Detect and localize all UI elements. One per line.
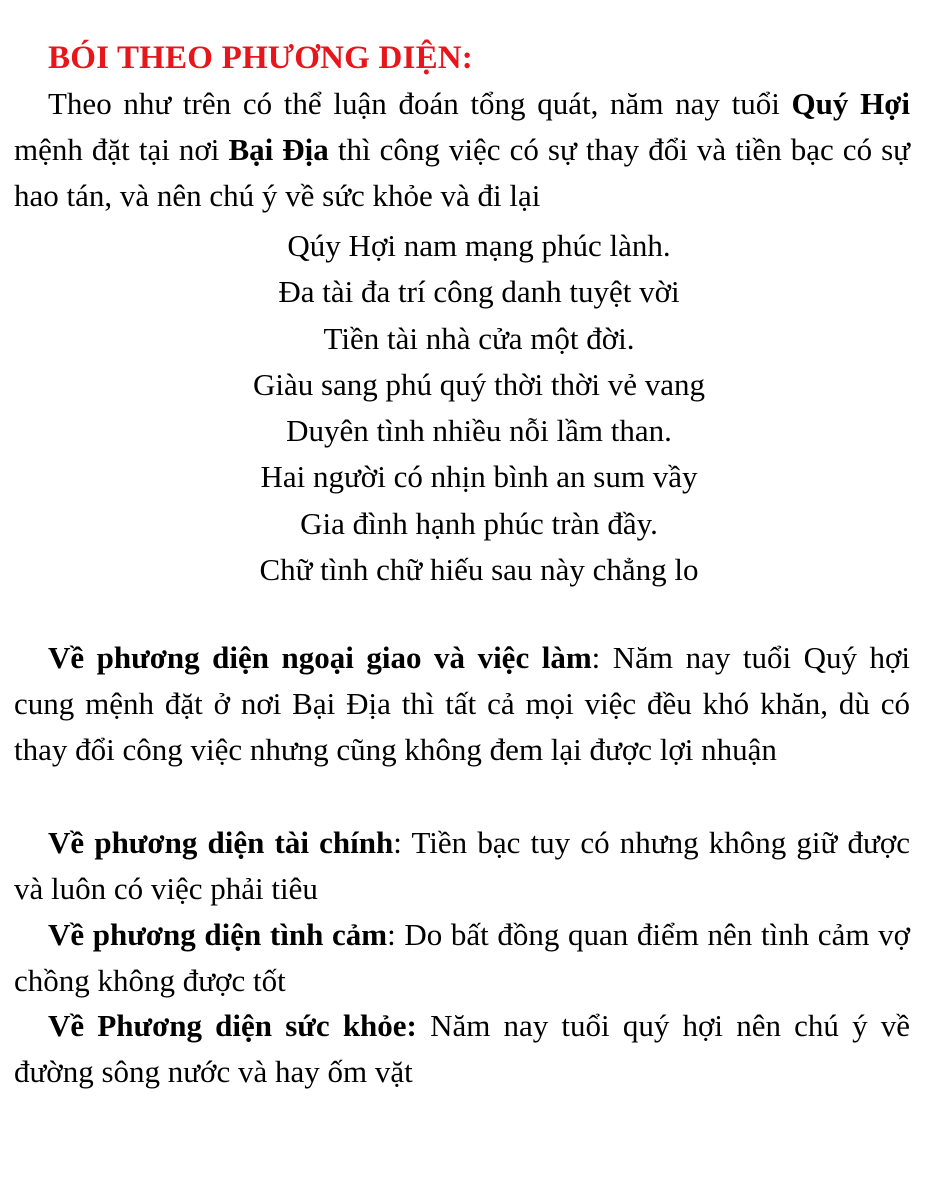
section-title: Về Phương diện sức khỏe: — [48, 1008, 417, 1043]
section-body: : Năm nay tuổi Quý hợi cung mệnh đặt ở nơi Bại Địa thì tất cả mọi việc đều khó khăn, dù có thay đổi công việc nhưng cũng không đem lại được lợi nhuận — [14, 640, 910, 767]
poem-line: Gia đình hạnh phúc tràn đầy. — [300, 505, 658, 541]
intro-text-3: thì công việc có sự thay đổi và tiền bạc có sự hao tán, và nên chú ý về sức khỏe và đi lại — [14, 132, 910, 213]
intro-text-2: mệnh đặt tại nơi — [14, 132, 229, 167]
section-love — [14, 912, 910, 1004]
poem-line: Giàu sang phú quý thời thời vẻ vang — [252, 366, 706, 402]
section-finance — [14, 820, 910, 912]
poem-line: Duyên tình nhiều nỗi lầm than. — [286, 413, 672, 449]
section-title: Về phương diện ngoại giao và việc làm — [48, 640, 592, 675]
section-body: : Do bất đồng quan điểm nên tình cảm vợ chồng không được tốt — [14, 917, 910, 998]
section-title: Về phương diện tình cảm — [48, 917, 388, 952]
poem-line: Chữ tình chữ hiếu sau này chẳng lo — [259, 552, 699, 588]
poem — [14, 223, 927, 593]
section-body: : Tiền bạc tuy có nhưng không giữ được và luôn có việc phải tiêu — [14, 825, 910, 906]
section-health — [14, 1003, 910, 1095]
section-title: Về phương diện tài chính — [48, 825, 394, 860]
poem-line: Tiền tài nhà cửa một đời. — [323, 320, 635, 356]
intro-bold-age: Quý Hợi — [791, 86, 910, 121]
poem-line: Qúy Hợi nam mạng phúc lành. — [287, 228, 671, 263]
intro-paragraph — [14, 81, 910, 219]
section-body: Năm nay tuổi quý hợi nên chú ý về đường sông nước và hay ốm vặt — [14, 1008, 910, 1089]
page-heading: BÓI THEO PHƯƠNG DIỆN: — [48, 40, 473, 76]
poem-line: Hai người có nhịn bình an sum vầy — [260, 459, 698, 495]
intro-text-1: Theo như trên có thể luận đoán tổng quát, năm nay tuổi — [48, 86, 792, 121]
intro-bold-place: Bại Địa — [228, 132, 329, 167]
poem-line: Đa tài đa trí công danh tuyệt vời — [278, 274, 680, 310]
section-diplomacy-work — [14, 635, 910, 773]
